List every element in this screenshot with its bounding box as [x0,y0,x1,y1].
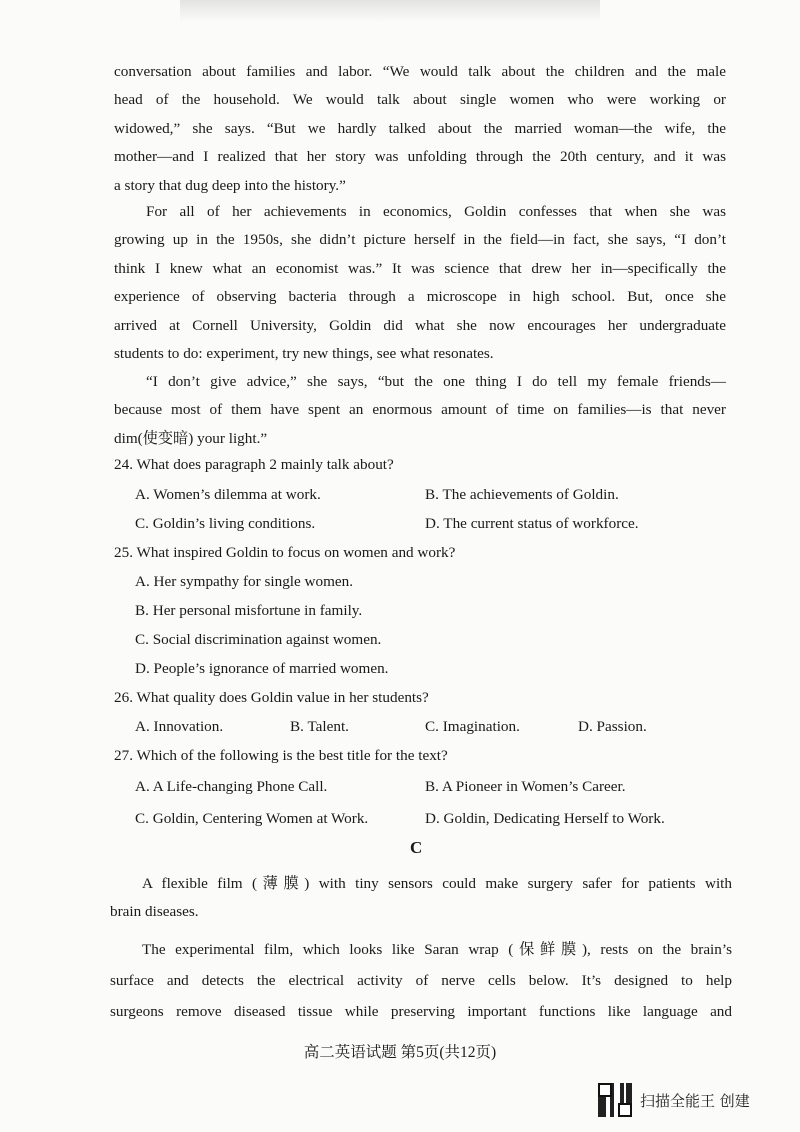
text-line: experience of observing bacteria through a microscope in high school. But, once she [114,288,726,306]
question-25-option-c: C. Social discrimination against women. [135,631,382,648]
question-26-stem: 26. What quality does Goldin value in her students? [114,689,429,706]
text-line: The experimental film, which looks like Saran wrap (保鲜膜), rests on the brain’s [142,941,732,958]
passage-paragraph-3 [114,368,726,453]
text-line: For all of her achievements in economics, Goldin confesses that when she was [146,203,726,220]
question-24-stem: 24. What does paragraph 2 mainly talk about? [114,456,394,473]
question-27-option-b: B. A Pioneer in Women’s Career. [425,778,626,795]
question-27-option-c: C. Goldin, Centering Women at Work. [135,810,369,827]
text-line: because most of them have spent an enormous amount of time on families—is that never [114,401,726,419]
page-footer: 高二英语试题 第5页(共12页) [303,1044,497,1061]
question-25-option-a: A. Her sympathy for single women. [135,573,354,590]
question-26-option-a: A. Innovation. [135,718,224,735]
text-line: “I don’t give advice,” she says, “but the one thing I do tell my female friends— [146,373,726,390]
question-26-option-c: C. Imagination. [425,718,520,735]
passage-paragraph-1 [114,58,726,200]
question-25-stem: 25. What inspired Goldin to focus on women and work? [114,544,456,561]
text-line: head of the household. We would talk about single women who were working or [114,91,726,109]
text-line: arrived at Cornell University, Goldin did what she now encourages her undergraduate [114,316,726,334]
passage-paragraph-2 [114,198,726,368]
text-line: brain diseases. [110,903,199,921]
question-27-option-d: D. Goldin, Dedicating Herself to Work. [425,810,665,827]
question-24-option-a: A. Women’s dilemma at work. [135,486,321,503]
section-heading-c: C [410,838,423,857]
text-line: mother—and I realized that her story was unfolding through the 20th century, and it was [114,148,726,166]
watermark-text: 扫描全能王 创建 [640,1091,750,1110]
text-line: dim(使变暗) your light.” [114,429,268,447]
question-24-option-d: D. The current status of workforce. [425,515,639,532]
question-25-option-d: D. People’s ignorance of married women. [135,660,389,677]
text-line: think I knew what an economist was.” It was science that drew her in—specifically the [114,259,726,277]
text-line: students to do: experiment, try new things, see what resonates. [114,345,494,363]
text-line: a story that dug deep into the history.” [114,176,346,194]
qr-code-icon [598,1083,632,1117]
question-26-option-d: D. Passion. [578,718,647,735]
text-line: A flexible film (薄膜) with tiny sensors could make surgery safer for patients with [142,875,732,892]
scanner-watermark [598,1083,778,1117]
section-c-paragraph-2 [110,934,732,1027]
text-line: surface and detects the electrical activity of nerve cells below. It’s designed to help [110,972,732,989]
question-26-option-b: B. Talent. [290,718,349,735]
section-c-paragraph-1 [110,870,732,927]
question-25-option-b: B. Her personal misfortune in family. [135,602,363,619]
question-24-option-c: C. Goldin’s living conditions. [135,515,316,532]
text-line: surgeons remove diseased tissue while preserving important functions like language and [110,1003,732,1020]
question-27-stem: 27. Which of the following is the best title for the text? [114,747,448,764]
question-24-option-b: B. The achievements of Goldin. [425,486,619,503]
text-line: widowed,” she says. “But we hardly talked about the married woman—the wife, the [114,119,726,137]
text-line: conversation about families and labor. “We would talk about the children and the male [114,63,726,80]
text-line: growing up in the 1950s, she didn’t picture herself in the field—in fact, she says, “I don’t [114,231,726,249]
question-27-option-a: A. A Life-changing Phone Call. [135,778,328,795]
